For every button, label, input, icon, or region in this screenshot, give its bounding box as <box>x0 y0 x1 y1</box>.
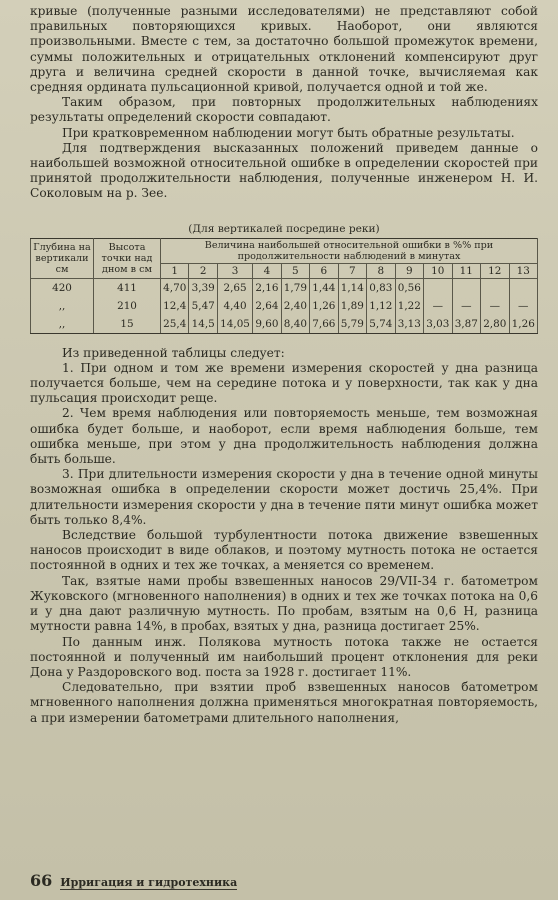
cell-value <box>509 278 538 297</box>
header-minute: 9 <box>395 263 423 278</box>
cell-value: 12,4 <box>161 297 189 315</box>
paragraph: 3. При длительности измерения скорости у дна в течение одной минуты возможная ошибка в определении скорости может достичь 25,4%. При длительности измерения скорости у дна в течение пяти минут ошибка может быть только 8,4%. <box>30 467 538 527</box>
cell-value: 2,65 <box>217 278 252 297</box>
paragraph: Так, взятые нами пробы взвешенных наносов 29/VII-34 г. батометром Жуковского (мгновенного наполнения) в одних и тех же точках потока на 0,6 и у дна дают различную мутность. По пробам, взятым на 0,6 Н, разница мутности равна 14%, в пробах, взятых у дна, разница достигает 25%. <box>30 573 538 634</box>
paragraph: Следовательно, при взятии проб взвешенных наносов батометром мгновенного наполнения должна применяться многократная повторяемость, а при измерении батометрами длительного наполнения, <box>30 680 538 725</box>
header-minute: 6 <box>310 263 338 278</box>
paragraph: При кратковременном наблюдении могут быть обратные результаты. <box>62 125 515 140</box>
header-minute: 5 <box>281 263 309 278</box>
cell-value: 3,87 <box>452 315 480 334</box>
cell-value: 2,40 <box>281 297 309 315</box>
cell-value: — <box>424 297 452 315</box>
cell-value: 1,44 <box>310 278 338 297</box>
header-depth: Глубина на вертикали см <box>31 238 94 278</box>
paragraph: Вследствие большой турбулентности потока движение взвешенных наносов происходит в виде облаков, и поэтому мутность потока не остается постоянной в одних и тех же точках, а меняется со временем. <box>30 528 538 573</box>
table-row <box>31 278 538 297</box>
header-minute: 11 <box>452 263 480 278</box>
paragraph: 2. Чем время наблюдения или повторяемость меньше, тем возможная ошибка будет больше, и наоборот, если время наблюдения больше, тем ошибка меньше, при этом у дна продолжительность наблюдения должна быть больше. <box>30 406 538 467</box>
paragraph: Таким образом, при повторных продолжительных наблюдениях результаты определений скорости совпадают. <box>30 95 538 125</box>
cell-value: 9,60 <box>253 315 281 334</box>
cell-value: 3,13 <box>395 315 423 334</box>
cell-value: — <box>452 297 480 315</box>
cell-value: 3,39 <box>189 278 217 297</box>
cell-value: 7,66 <box>310 315 338 334</box>
page-number: 66 <box>30 871 53 890</box>
cell-value: 8,40 <box>281 315 309 334</box>
cell-value: 1,14 <box>338 278 366 297</box>
cell-height: 411 <box>94 278 161 297</box>
cell-depth: ,, <box>31 297 94 315</box>
cell-value <box>452 278 480 297</box>
header-error-group: Величина наибольшей относительной ошибки в %% при продолжительности наблюдений в минутах <box>161 238 538 263</box>
cell-value: 1,26 <box>509 315 538 334</box>
cell-value: 5,47 <box>189 297 217 315</box>
cell-value: 1,89 <box>338 297 366 315</box>
header-minute: 8 <box>367 263 395 278</box>
cell-value: 1,22 <box>395 297 423 315</box>
cell-value: 0,83 <box>367 278 395 297</box>
paragraph: кривые (полученные разными исследователями) не представляют собой правильных повторяющихся кривых. Наоборот, они являются произвольными. Вместе с тем, за достаточно большой промежуток времени, суммы положительных и отрицательных отклонений компенсируют друг друга и величина средней скорости в данной точке, вычисляемая как средняя ордината пульсационной кривой, получается одной и той же. <box>30 4 538 95</box>
cell-value <box>481 278 509 297</box>
cell-height: 15 <box>94 315 161 334</box>
cell-value: 2,80 <box>481 315 509 334</box>
page-footer <box>30 871 237 890</box>
header-minute: 7 <box>338 263 366 278</box>
header-minute: 13 <box>509 263 538 278</box>
header-minute: 3 <box>217 263 252 278</box>
cell-value: — <box>509 297 538 315</box>
cell-value: 2,64 <box>253 297 281 315</box>
cell-value: 5,79 <box>338 315 366 334</box>
header-minute: 2 <box>189 263 217 278</box>
header-height: Высота точки над дном в см <box>94 238 161 278</box>
table-row <box>31 297 538 315</box>
error-table <box>30 238 538 334</box>
cell-value: 25,4 <box>161 315 189 334</box>
cell-value: 1,12 <box>367 297 395 315</box>
cell-value: — <box>481 297 509 315</box>
cell-value: 2,16 <box>253 278 281 297</box>
cell-value: 14,05 <box>217 315 252 334</box>
cell-value: 1,79 <box>281 278 309 297</box>
cell-value: 3,03 <box>424 315 452 334</box>
journal-title: Ирригация и гидротехника <box>60 876 238 889</box>
header-minute: 10 <box>424 263 452 278</box>
cell-height: 210 <box>94 297 161 315</box>
cell-value: 1,26 <box>310 297 338 315</box>
table-caption: (Для вертикалей посредине реки) <box>188 222 380 235</box>
cell-value: 5,74 <box>367 315 395 334</box>
paragraph: 1. При одном и том же времени измерения скоростей у дна разница получается больше, чем на середине потока и у поверхности, так как у дна пульсация происходит реще. <box>30 360 538 406</box>
cell-value: 14,5 <box>189 315 217 334</box>
cell-depth: ,, <box>31 315 94 334</box>
header-minute: 4 <box>253 263 281 278</box>
cell-value: 4,40 <box>217 297 252 315</box>
header-minute: 12 <box>481 263 509 278</box>
paragraph: Из приведенной таблицы следует: <box>62 345 285 360</box>
paragraph: По данным инж. Полякова мутность потока также не остается постоянной и полученный им наибольший процент отклонения для реки Дона у Раздоровского вод. поста за 1928 г. достигает 11%. <box>30 634 538 679</box>
cell-value: 4,70 <box>161 278 189 297</box>
table-row <box>31 315 538 334</box>
header-minute: 1 <box>161 263 189 278</box>
cell-depth: 420 <box>31 278 94 297</box>
cell-value: 0,56 <box>395 278 423 297</box>
paragraph: Для подтверждения высказанных положений приведем данные о наибольшей возможной относительной ошибке в определении скоростей при принятой продолжительности наблюдения, полученные инженером Н. И. Соколовым на р. Зее. <box>30 140 538 201</box>
cell-value <box>424 278 452 297</box>
